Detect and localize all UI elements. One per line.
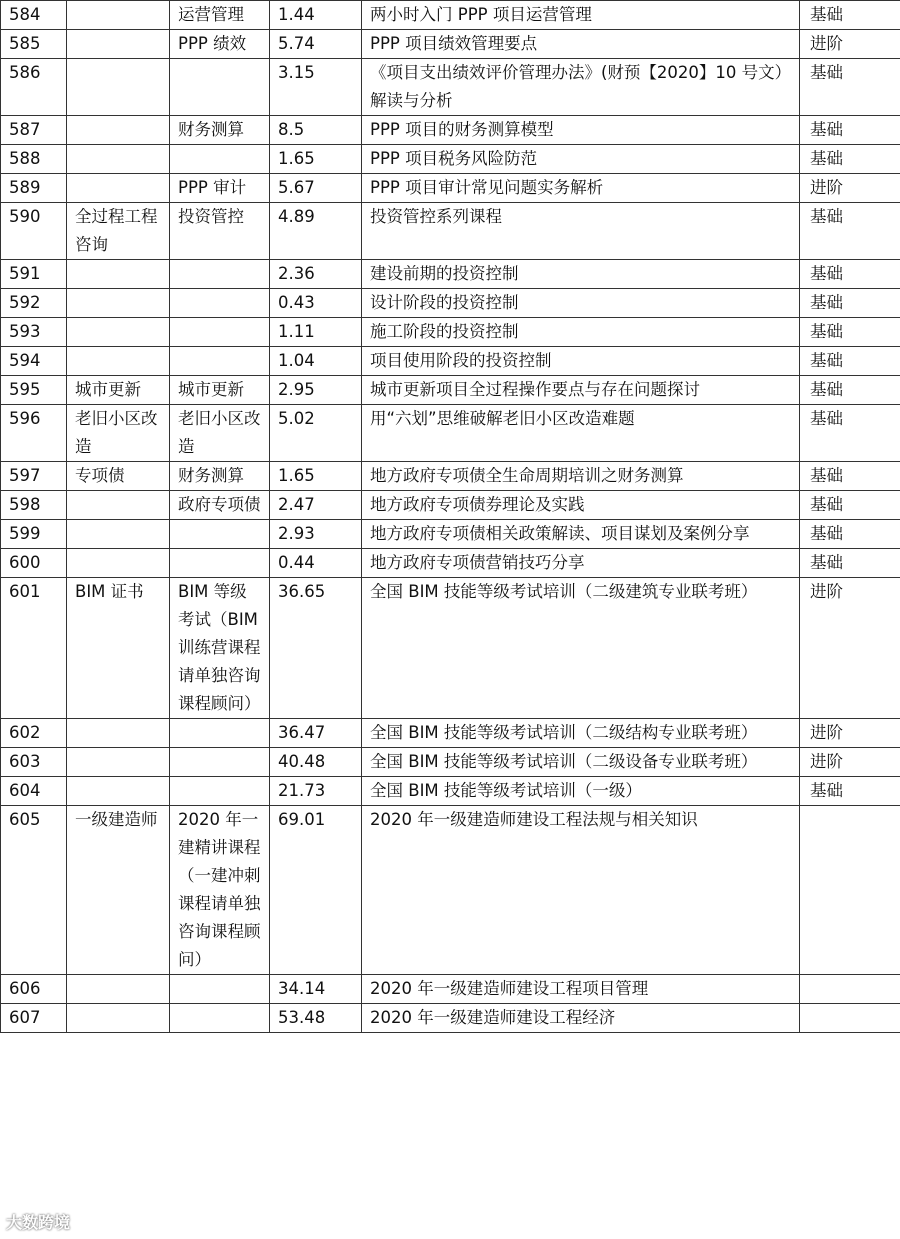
subcategory-cell <box>170 520 270 549</box>
category-cell <box>67 1 170 30</box>
category-cell: 城市更新 <box>67 376 170 405</box>
course-title-cell: 2020 年一级建造师建设工程经济 <box>362 1004 800 1033</box>
course-title-cell: 全国 BIM 技能等级考试培训（二级建筑专业联考班） <box>362 578 800 719</box>
subcategory-cell <box>170 975 270 1004</box>
course-title-cell: 《项目支出绩效评价管理办法》(财预【2020】10 号文）解读与分析 <box>362 59 800 116</box>
category-cell <box>67 975 170 1004</box>
category-cell <box>67 777 170 806</box>
course-title-cell: 全国 BIM 技能等级考试培训（二级结构专业联考班） <box>362 719 800 748</box>
row-number-cell: 597 <box>1 462 67 491</box>
row-number-cell: 588 <box>1 145 67 174</box>
row-number-cell: 596 <box>1 405 67 462</box>
row-number-cell: 598 <box>1 491 67 520</box>
course-title-cell: 全国 BIM 技能等级考试培训（一级） <box>362 777 800 806</box>
level-cell: 基础 <box>800 777 900 806</box>
level-cell: 进阶 <box>800 578 900 719</box>
table-row <box>1 975 900 1004</box>
row-number-cell: 589 <box>1 174 67 203</box>
level-cell: 基础 <box>800 347 900 376</box>
table-row <box>1 1004 900 1033</box>
row-number-cell: 600 <box>1 549 67 578</box>
level-cell: 基础 <box>800 260 900 289</box>
hours-cell: 36.47 <box>270 719 362 748</box>
category-cell <box>67 520 170 549</box>
subcategory-cell: PPP 审计 <box>170 174 270 203</box>
hours-cell: 36.65 <box>270 578 362 719</box>
subcategory-cell <box>170 777 270 806</box>
level-cell: 基础 <box>800 405 900 462</box>
course-title-cell: 地方政府专项债相关政策解读、项目谋划及案例分享 <box>362 520 800 549</box>
level-cell: 基础 <box>800 549 900 578</box>
level-cell: 基础 <box>800 145 900 174</box>
course-title-cell: PPP 项目审计常见问题实务解析 <box>362 174 800 203</box>
hours-cell: 0.43 <box>270 289 362 318</box>
subcategory-cell: 老旧小区改造 <box>170 405 270 462</box>
course-title-cell: 城市更新项目全过程操作要点与存在问题探讨 <box>362 376 800 405</box>
table-row <box>1 145 900 174</box>
table-row <box>1 260 900 289</box>
row-number-cell: 603 <box>1 748 67 777</box>
hours-cell: 34.14 <box>270 975 362 1004</box>
row-number-cell: 590 <box>1 203 67 260</box>
level-cell: 基础 <box>800 462 900 491</box>
subcategory-cell <box>170 289 270 318</box>
subcategory-cell: PPP 绩效 <box>170 30 270 59</box>
subcategory-cell: 运营管理 <box>170 1 270 30</box>
category-cell: BIM 证书 <box>67 578 170 719</box>
course-title-cell: 地方政府专项债营销技巧分享 <box>362 549 800 578</box>
category-cell <box>67 549 170 578</box>
table-row <box>1 116 900 145</box>
course-title-cell: 投资管控系列课程 <box>362 203 800 260</box>
table-row <box>1 806 900 975</box>
level-cell: 基础 <box>800 116 900 145</box>
hours-cell: 1.11 <box>270 318 362 347</box>
hours-cell: 2.47 <box>270 491 362 520</box>
table-row <box>1 1 900 30</box>
subcategory-cell: 财务测算 <box>170 116 270 145</box>
table-row <box>1 347 900 376</box>
subcategory-cell <box>170 719 270 748</box>
category-cell: 一级建造师 <box>67 806 170 975</box>
row-number-cell: 587 <box>1 116 67 145</box>
row-number-cell: 594 <box>1 347 67 376</box>
row-number-cell: 584 <box>1 1 67 30</box>
subcategory-cell <box>170 748 270 777</box>
course-title-cell: 2020 年一级建造师建设工程项目管理 <box>362 975 800 1004</box>
row-number-cell: 599 <box>1 520 67 549</box>
table-row <box>1 578 900 719</box>
course-title-cell: 2020 年一级建造师建设工程法规与相关知识 <box>362 806 800 975</box>
category-cell <box>67 30 170 59</box>
hours-cell: 0.44 <box>270 549 362 578</box>
subcategory-cell: 财务测算 <box>170 462 270 491</box>
table-row <box>1 462 900 491</box>
level-cell: 进阶 <box>800 174 900 203</box>
subcategory-cell: 政府专项债 <box>170 491 270 520</box>
row-number-cell: 592 <box>1 289 67 318</box>
subcategory-cell <box>170 59 270 116</box>
table-row <box>1 59 900 116</box>
subcategory-cell <box>170 318 270 347</box>
category-cell <box>67 347 170 376</box>
subcategory-cell: 投资管控 <box>170 203 270 260</box>
category-cell <box>67 59 170 116</box>
hours-cell: 2.95 <box>270 376 362 405</box>
row-number-cell: 607 <box>1 1004 67 1033</box>
level-cell: 基础 <box>800 520 900 549</box>
hours-cell: 1.65 <box>270 145 362 174</box>
table-row <box>1 30 900 59</box>
row-number-cell: 601 <box>1 578 67 719</box>
hours-cell: 2.93 <box>270 520 362 549</box>
hours-cell: 5.74 <box>270 30 362 59</box>
level-cell <box>800 806 900 975</box>
category-cell <box>67 748 170 777</box>
level-cell: 进阶 <box>800 30 900 59</box>
category-cell <box>67 491 170 520</box>
subcategory-cell: 城市更新 <box>170 376 270 405</box>
row-number-cell: 595 <box>1 376 67 405</box>
category-cell <box>67 174 170 203</box>
level-cell: 基础 <box>800 376 900 405</box>
subcategory-cell <box>170 260 270 289</box>
subcategory-cell <box>170 145 270 174</box>
level-cell: 基础 <box>800 203 900 260</box>
hours-cell: 1.44 <box>270 1 362 30</box>
table-row <box>1 376 900 405</box>
hours-cell: 69.01 <box>270 806 362 975</box>
table-row <box>1 318 900 347</box>
row-number-cell: 605 <box>1 806 67 975</box>
subcategory-cell: BIM 等级考试（BIM 训练营课程请单独咨询课程顾问） <box>170 578 270 719</box>
category-cell <box>67 116 170 145</box>
table-row <box>1 748 900 777</box>
category-cell <box>67 318 170 347</box>
table-row <box>1 405 900 462</box>
table-row <box>1 174 900 203</box>
category-cell: 老旧小区改造 <box>67 405 170 462</box>
level-cell <box>800 1004 900 1033</box>
table-row <box>1 719 900 748</box>
row-number-cell: 586 <box>1 59 67 116</box>
hours-cell: 8.5 <box>270 116 362 145</box>
course-title-cell: PPP 项目绩效管理要点 <box>362 30 800 59</box>
row-number-cell: 585 <box>1 30 67 59</box>
hours-cell: 5.02 <box>270 405 362 462</box>
category-cell <box>67 145 170 174</box>
category-cell: 专项债 <box>67 462 170 491</box>
subcategory-cell <box>170 1004 270 1033</box>
table-row <box>1 520 900 549</box>
category-cell <box>67 260 170 289</box>
table-row <box>1 491 900 520</box>
row-number-cell: 593 <box>1 318 67 347</box>
hours-cell: 4.89 <box>270 203 362 260</box>
category-cell <box>67 1004 170 1033</box>
level-cell: 基础 <box>800 59 900 116</box>
subcategory-cell: 2020 年一建精讲课程（一建冲刺课程请单独咨询课程顾问） <box>170 806 270 975</box>
course-title-cell: 施工阶段的投资控制 <box>362 318 800 347</box>
course-title-cell: 两小时入门 PPP 项目运营管理 <box>362 1 800 30</box>
table-row <box>1 777 900 806</box>
course-title-cell: PPP 项目税务风险防范 <box>362 145 800 174</box>
course-title-cell: 全国 BIM 技能等级考试培训（二级设备专业联考班） <box>362 748 800 777</box>
category-cell: 全过程工程咨询 <box>67 203 170 260</box>
level-cell: 基础 <box>800 491 900 520</box>
level-cell: 进阶 <box>800 719 900 748</box>
row-number-cell: 606 <box>1 975 67 1004</box>
row-number-cell: 602 <box>1 719 67 748</box>
course-title-cell: 项目使用阶段的投资控制 <box>362 347 800 376</box>
table-row <box>1 289 900 318</box>
course-title-cell: 用“六划”思维破解老旧小区改造难题 <box>362 405 800 462</box>
level-cell: 基础 <box>800 289 900 318</box>
category-cell <box>67 719 170 748</box>
course-title-cell: 地方政府专项债券理论及实践 <box>362 491 800 520</box>
table-body <box>1 1 900 1033</box>
level-cell: 进阶 <box>800 748 900 777</box>
course-title-cell: 设计阶段的投资控制 <box>362 289 800 318</box>
course-title-cell: 建设前期的投资控制 <box>362 260 800 289</box>
hours-cell: 53.48 <box>270 1004 362 1033</box>
category-cell <box>67 289 170 318</box>
hours-cell: 21.73 <box>270 777 362 806</box>
course-title-cell: 地方政府专项债全生命周期培训之财务测算 <box>362 462 800 491</box>
level-cell: 基础 <box>800 318 900 347</box>
table-row <box>1 203 900 260</box>
hours-cell: 3.15 <box>270 59 362 116</box>
row-number-cell: 604 <box>1 777 67 806</box>
subcategory-cell <box>170 347 270 376</box>
row-number-cell: 591 <box>1 260 67 289</box>
hours-cell: 2.36 <box>270 260 362 289</box>
table-row <box>1 549 900 578</box>
hours-cell: 40.48 <box>270 748 362 777</box>
hours-cell: 1.04 <box>270 347 362 376</box>
subcategory-cell <box>170 549 270 578</box>
level-cell <box>800 975 900 1004</box>
course-title-cell: PPP 项目的财务测算模型 <box>362 116 800 145</box>
watermark-logo: 大数跨境 <box>6 1213 71 1232</box>
hours-cell: 1.65 <box>270 462 362 491</box>
hours-cell: 5.67 <box>270 174 362 203</box>
level-cell: 基础 <box>800 1 900 30</box>
